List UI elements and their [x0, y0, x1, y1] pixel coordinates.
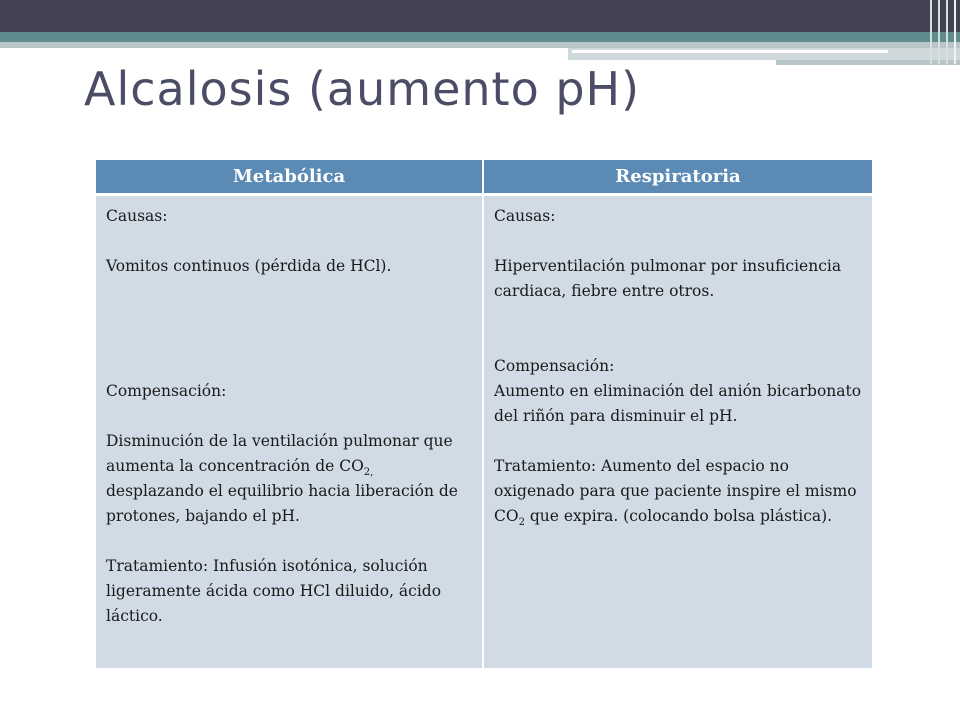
- cell-respiratoria: [484, 196, 872, 668]
- vertical-line: [946, 0, 948, 64]
- metabolica-compensacion-text-2: desplazando el equilibrio hacia liberación de protones, bajando el pH.: [106, 482, 458, 525]
- metabolica-causas-label: Causas:: [106, 207, 168, 225]
- cell-metabolica: [96, 196, 484, 668]
- vertical-line: [930, 0, 932, 64]
- respiratoria-tratamiento-text: [494, 454, 862, 529]
- metabolica-compensacion-text-1: Disminución de la ventilación pulmonar que aumenta la concentración de CO: [106, 432, 453, 475]
- respiratoria-causas-text: Hiperventilación pulmonar por insuficiencia cardiaca, fiebre entre otros.: [494, 257, 842, 300]
- metabolica-compensacion-subscript: 2,: [363, 467, 374, 479]
- top-teal-stripe: [0, 32, 960, 42]
- metabolica-causas-text: Vomitos continuos (pérdida de HCl).: [106, 257, 392, 275]
- header-respiratoria: Respiratoria: [484, 160, 872, 196]
- respiratoria-tratamiento-subscript: 2: [518, 517, 525, 529]
- respiratoria-causas-label: Causas:: [494, 207, 556, 225]
- top-white-line: [572, 50, 888, 53]
- respiratoria-tratamiento-text-2: que expira. (colocando bolsa plástica).: [524, 507, 833, 525]
- vertical-line: [954, 0, 956, 64]
- respiratoria-compensacion-label: Compensación:: [494, 357, 615, 375]
- respiratoria-tratamiento-text-1: Tratamiento: Aumento del espacio no oxigenado para que paciente inspire el mismo CO: [494, 457, 857, 525]
- vertical-line: [938, 0, 940, 64]
- top-right-vertical-lines: [926, 0, 960, 64]
- metabolica-compensacion-text: [106, 429, 472, 529]
- respiratoria-compensacion-text: Aumento en eliminación del anión bicarbonato del riñón para disminuir el pH.: [494, 382, 862, 425]
- top-decorative-bar: [0, 0, 960, 32]
- metabolica-tratamiento-text: Tratamiento: Infusión isotónica, solución ligeramente ácida como HCl diluido, ácido láctico.: [106, 557, 442, 625]
- metabolica-compensacion-label: Compensación:: [106, 382, 227, 400]
- header-metabolica: Metabólica: [96, 160, 484, 196]
- comparison-table: [96, 160, 872, 668]
- slide-title: Alcalosis (aumento pH): [84, 62, 641, 116]
